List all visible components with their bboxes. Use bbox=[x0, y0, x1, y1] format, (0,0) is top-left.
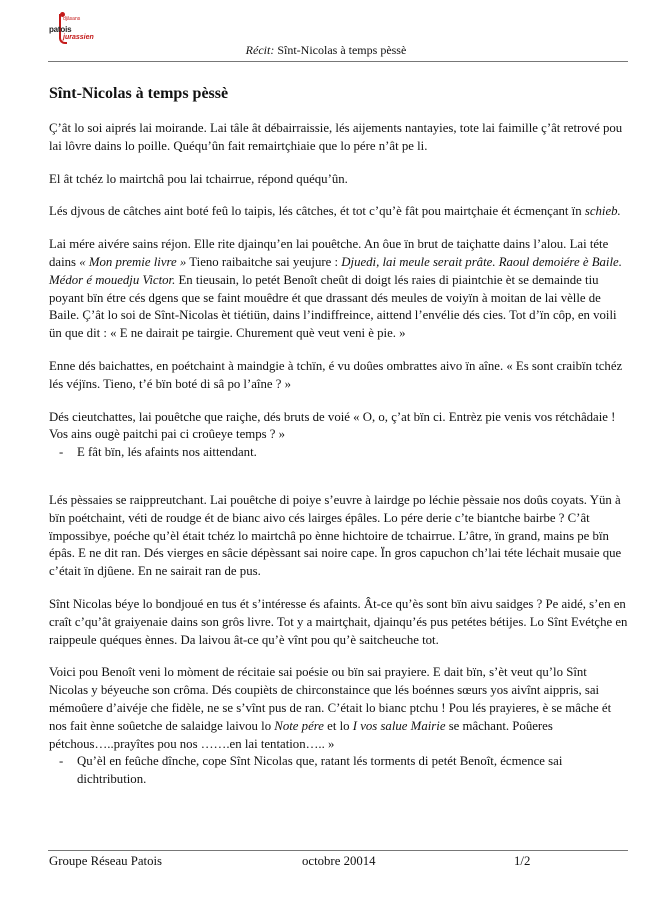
paragraph-text: El ât tchéz lo mairtchâ pou lai tchairrue, répond quéqu’ûn. bbox=[49, 171, 348, 186]
bullet-list-1 bbox=[49, 444, 629, 462]
paragraph-9 bbox=[49, 664, 629, 753]
footer-organization: Groupe Réseau Patois bbox=[49, 854, 163, 868]
page-number: 1/2 bbox=[514, 854, 531, 868]
paragraph-text: Ç’ât lo soi aiprés lai moirande. Lai tâle ât débairraissie, lés aijements nantayies, tote lai faimille ç’ât retrové pou lai lôvre dains lo poille. Quéqu’ûn fait remairtçhiaie que lo pére n’ât pe li. bbox=[49, 121, 623, 153]
paragraph-5 bbox=[49, 358, 629, 394]
paragraph-text: Lés pèssaies se raippreutchant. Lai pouêtche di poiye s’euvre à lairdge po léchie pèssaie nos doûs coyats. Yün à bïn poétchaint, véti de roudge ét de bianc aivo cés lairges épâles. Lo pére derie c’te biantche bairbe ? C’ât ïmpossibye, poéche qu’èl était tchéz lo mairtchâ po ènne hichtoire de tchairrue. L’âtre, ïn grand, mains pe bïn épâs. E ne dit ran. Dés vierges en sâcie dépèssant sai noire cape. Ïn gros capuchon ch’lai téte léchait musaie que c’était ïn djûene. En ne sairait ran de pus. bbox=[49, 492, 622, 579]
logo-word-jurassien: jurassien bbox=[63, 34, 94, 41]
italic-prayer-title: I vos salue Mairie bbox=[352, 718, 446, 733]
paragraph-4 bbox=[49, 236, 629, 343]
running-header bbox=[0, 43, 652, 58]
footer-date: octobre 20014 bbox=[302, 854, 376, 868]
logo-word-djasans: djâsans bbox=[63, 16, 81, 22]
paragraph-text: Dés cieutchattes, lai pouêtche que raiçhe, dés bruts de voié « O, o, ç’at bïn ci. Entrèz pie venis vos rétchâdaie ! Vos ains ougè paitchi pai ci croûeye temps ? » bbox=[49, 409, 616, 442]
paragraph-text: Lés djvous de câtches aint boté feû lo taipis, lés câtches, ét tot c’qu’è fât pou mairtçhaie ét écmençant ïn bbox=[49, 204, 585, 219]
paragraph-1 bbox=[49, 120, 629, 156]
paragraph-6 bbox=[49, 409, 629, 445]
header-title: Sînt-Nicolas à temps pèssè bbox=[277, 43, 407, 57]
paragraph-3 bbox=[49, 203, 629, 221]
paragraph-2 bbox=[49, 171, 629, 189]
italic-quote: Djuedi, lai meule serait prâte. Raoul demoiére è Baile. Médor é mouedju Victor. bbox=[49, 254, 622, 287]
list-item: - Qu’èl en feûche dînche, cope Sînt Nicolas que, ratant lés torments di petét Benoît, écmence sai dichtribution. bbox=[49, 753, 629, 789]
italic-word: schieb. bbox=[584, 204, 621, 219]
paragraph-text: Lai mére aivére sains réjon. Elle rite djainqu’en lai pouêtche. An ôue ïn brut de taiçhatte dains l’alou. Lai téte dains bbox=[49, 237, 609, 269]
paragraph-8 bbox=[49, 596, 629, 649]
paragraph-text: et lo bbox=[323, 718, 353, 733]
bullet-list-2 bbox=[49, 753, 629, 789]
footer-rule bbox=[48, 850, 628, 851]
document-body bbox=[49, 120, 629, 807]
header-rule bbox=[48, 61, 628, 62]
paragraph-text: Sînt Nicolas béye lo bondjoué en tus ét s’intéresse és afaints. Ât-ce qu’ès sont bïn aivu saidges ? Pe aidé, s’en en craît c’qu’ât graiyenaie dains son grôs livre. Tot y a mairtçhait, djainqu’és pus petétes bétijes. Lo Sînt Evétçhe en raippeule quéques ènnes. Da laivou ât-ce qu’è vînt pou qu’è saitcheuche tot. bbox=[49, 596, 628, 647]
italic-book-title: « Mon premie livre » bbox=[79, 254, 187, 269]
header-label: Récit: bbox=[245, 43, 275, 57]
paragraph-text: se mâchant. Poûeres pétchous…..prayîtes pou nos …….en lai tentation….. » bbox=[49, 718, 553, 751]
logo-word-patois: patois bbox=[49, 25, 72, 34]
document-title: Sînt-Nicolas à temps pèssè bbox=[49, 85, 229, 102]
list-item: - E fât bïn, lés afaints nos aittendant. bbox=[49, 444, 629, 462]
paragraph-text: En tieusain, lo petét Benoît cheût di doigt lés raies di piaintchie èt se demainde tiu poyant bïn étre cés dgens que se faint mouêdre ét que drassant dés meules de voiyïn à moitan de lai vèlle de Baile. Ç’ât lo soi de Sînt-Nicolas èt tiétiün, dains l’indiffreince, aittend l’envélie dés cies. Tot d’ïn côp, en voili ün que dit : « E ne dairait pe tairgie. Churement què veut veni è pie. » bbox=[49, 272, 617, 341]
italic-prayer-title: Note pére bbox=[274, 718, 324, 733]
paragraph-text: Voici pou Benoît veni lo mòment de récitaie sai poésie ou bïn sai prayiere. E dait bïn, s’èt veut qu’lo Sînt Nicolas y béyeuche son crôma. Dés coupièts de chirconstaince que lés boénnes sœurs yos aivînt aippris, sai mémoûere d’aivéje che fidèle, ne se s’vînt pus de ran. C’était lo bianc ptchu ! Pou lés prayieres, è se mâche ét nos fait ènne soûetche de salaidge laivou lo bbox=[49, 665, 612, 733]
paragraph-text: Enne dés baichattes, en poétchaint à maindgie à tchïn, é vu doûes ombrattes aivo ïn aîne. « Es sont craibïn tchéz lés véjïns. Tieno, t’é bïn boté di sâ po l’aîne ? » bbox=[49, 358, 623, 391]
paragraph-text: Tieno raibaitche sai yeujure : bbox=[186, 254, 342, 269]
paragraph-7 bbox=[49, 492, 629, 581]
